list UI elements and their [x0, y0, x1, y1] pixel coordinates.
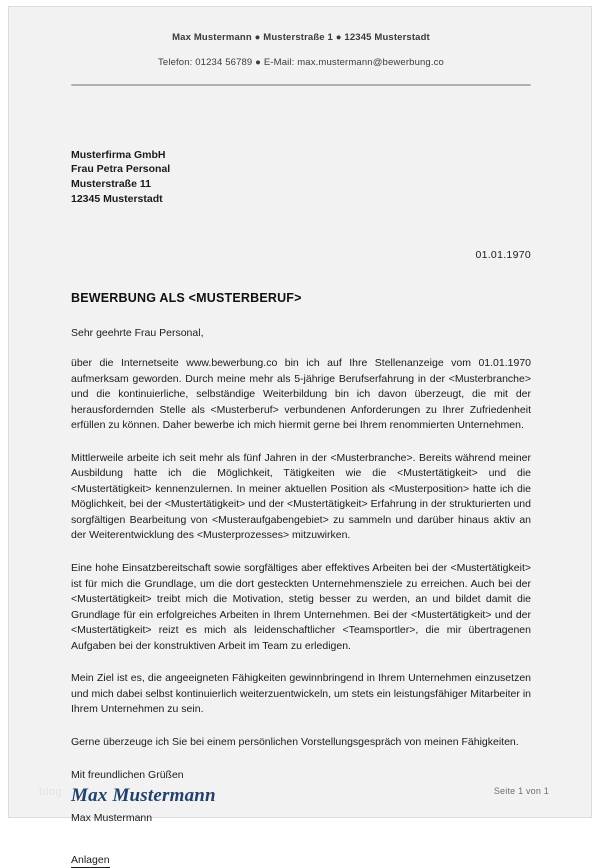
- closing-greeting: Mit freundlichen Grüßen: [71, 769, 184, 782]
- letterhead: [71, 7, 531, 86]
- letter-subject: BEWERBUNG ALS <MUSTERBERUF>: [71, 291, 302, 306]
- body-paragraph: Mittlerweile arbeite ich seit mehr als fünf Jahren in der <Musterbranche>. Bereits während meiner Ausbildung hatte ich die Möglichkeit, Tätigkeiten wie die <Mustertätigkeit> und die <Mustertätigkeit> kennenzulernen. In meiner aktuellen Position als <Musterposition> hatte ich die Möglichkeit, bei der <Mustertätigkeit> und der <Mustertätigkeit> Erfahrung in der strukturierten und sorgfältigen Bearbeitung von <Musteraufgabengebiet> zu sammeln und darüber hinaus aktiv an der Weiterentwicklung des <Musterprozesses> mitzuwirken.: [71, 451, 531, 542]
- handwritten-signature: Max Mustermann: [71, 785, 216, 807]
- printed-sender-name: Max Mustermann: [71, 812, 153, 825]
- body-paragraph: über die Internetseite www.bewerbung.co bin ich auf Ihre Stellenanzeige vom 01.01.1970 aufmerksam geworden. Durch meine mehr als 5-jährige Berufserfahrung in der <Musterbranche> und die kontinuierliche, selbständige Weiterbildung bin ich davon überzeugt, die mit der herausfordernden Stelle als <Musterberuf> verbundenen Anforderungen zu Ihrer Zufriedenheit erfüllen zu können. Daher bewerbe ich mich hiermit gerne bei Ihrem renommierten Unternehmen.: [71, 357, 531, 432]
- recipient-company: Musterfirma GmbH: [71, 148, 166, 161]
- letter-date: 01.01.1970: [475, 249, 531, 262]
- recipient-street: Musterstraße 11: [71, 178, 151, 191]
- body-paragraph: Eine hohe Einsatzbereitschaft sowie sorgfältiges aber effektives Arbeiten bei der <Mustertätigkeit> ist für mich die Grundlage, um die dort gesteckten Unternehmensziele zu erreichen. Auch bei der <Mustertätigkeit> treibt mich die Motivation, stetig besser zu werden, an und bildet damit die Grundlage für ein erfolgreiches Arbeiten in Ihrem Unternehmen. Bei der <Mustertätigkeit> und der <Mustertätigkeit> reizt es mich als leidenschaftlicher <Teamsportler>, die mir übertragenen Aufgaben bei der konstruktiven Arbeit im Team zu erledigen.: [71, 561, 531, 652]
- attachments-label: Anlagen: [71, 854, 110, 867]
- recipient-address-block: [71, 148, 531, 208]
- sender-address-line: Max Mustermann ● Musterstraße 1 ● 12345 Musterstadt: [172, 32, 430, 43]
- recipient-person: Frau Petra Personal: [71, 163, 171, 176]
- letter-content: [71, 7, 531, 868]
- recipient-city: 12345 Musterstadt: [71, 193, 163, 206]
- body-paragraph: Mein Ziel ist es, die angeeigneten Fähigkeiten gewinnbringend in Ihrem Unternehmen einzusetzen und mich dabei selbst kontinuierlich weiterzuentwickeln, um stets ein leistungsfähiger Mitarbeiter in Ihrem Unternehmen zu sein.: [71, 672, 531, 716]
- page-number: Seite 1 von 1: [493, 786, 549, 796]
- header-divider: [71, 84, 531, 86]
- letter-page: [8, 6, 592, 867]
- sender-contact-line: Telefon: 01234 56789 ● E-Mail: max.mustermann@bewerbung.co: [157, 57, 444, 69]
- salutation: Sehr geehrte Frau Personal,: [71, 327, 204, 340]
- blog-watermark: blog: [39, 786, 63, 798]
- body-paragraph: Gerne überzeuge ich Sie bei einem persönlichen Vorstellungsgespräch von meinen Fähigkeiten.: [71, 735, 519, 748]
